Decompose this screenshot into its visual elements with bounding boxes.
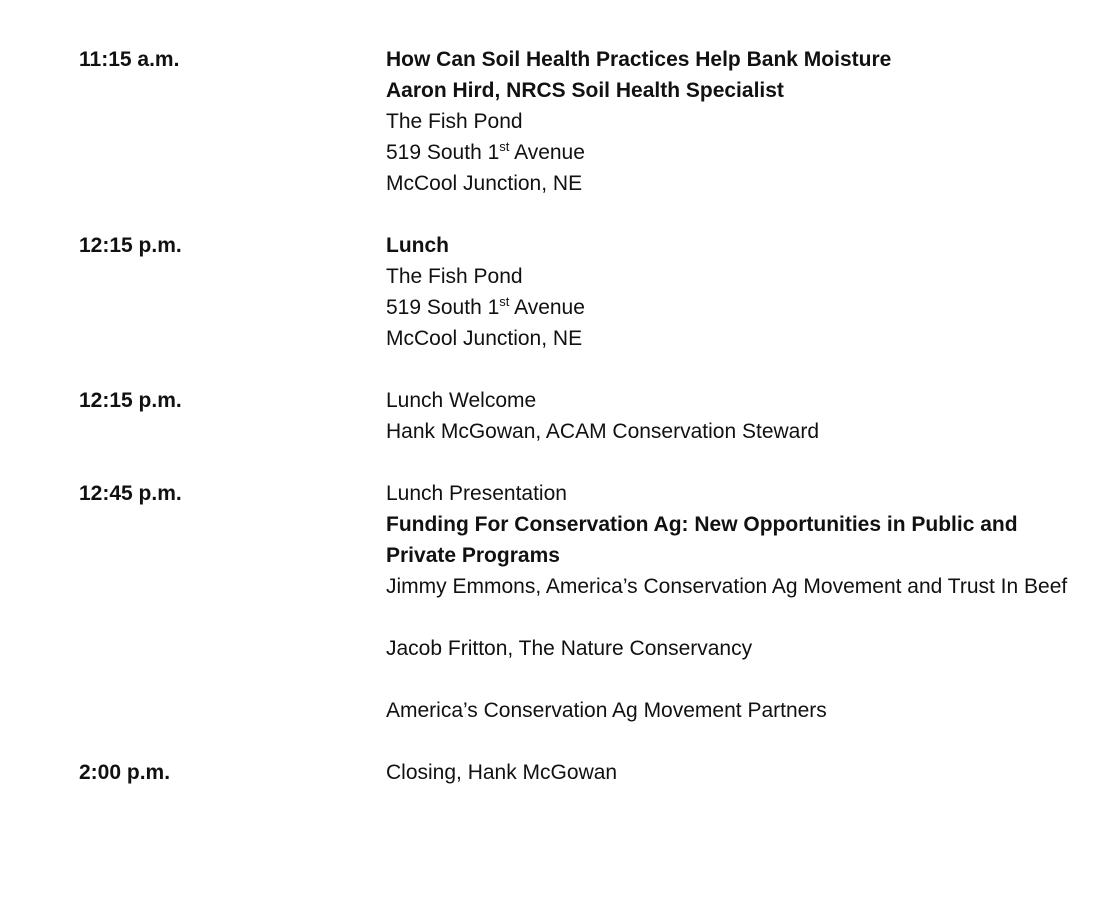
- speaker: Jimmy Emmons, America’s Conservation Ag Movement and Trust In Beef: [386, 575, 1068, 598]
- session-title: Lunch: [386, 234, 449, 257]
- street-address: [386, 292, 1076, 323]
- venue: The Fish Pond: [386, 265, 523, 288]
- session-title: Closing, Hank McGowan: [386, 761, 618, 784]
- entry-time: 12:45 p.m.: [79, 482, 182, 505]
- entry-details: [386, 757, 1076, 788]
- venue: The Fish Pond: [386, 110, 523, 133]
- entry-details: [386, 478, 1076, 726]
- city-state: McCool Junction, NE: [386, 172, 583, 195]
- entry-time: 12:15 p.m.: [79, 389, 182, 412]
- speaker: Aaron Hird, NRCS Soil Health Specialist: [386, 79, 784, 102]
- speaker: Jacob Fritton, The Nature Conservancy: [386, 637, 753, 660]
- entry-details: [386, 385, 1076, 447]
- session-title: Funding For Conservation Ag: New Opportunities in Public and Private Programs: [386, 513, 1018, 567]
- session-label: Lunch Presentation: [386, 482, 567, 505]
- agenda-entry: [0, 385, 1103, 447]
- agenda: [0, 44, 1103, 819]
- entry-details: [386, 44, 1076, 199]
- speaker: America’s Conservation Ag Movement Partners: [386, 699, 827, 722]
- address-number: 519 South 1: [386, 296, 500, 319]
- agenda-entry: [0, 478, 1103, 726]
- entry-time: 2:00 p.m.: [79, 761, 171, 784]
- address-street: Avenue: [509, 141, 585, 164]
- agenda-entry: [0, 757, 1103, 788]
- address-number: 519 South 1: [386, 141, 500, 164]
- ordinal-suffix: st: [499, 139, 510, 154]
- agenda-entry: [0, 44, 1103, 199]
- speaker: Hank McGowan, ACAM Conservation Steward: [386, 420, 820, 443]
- session-title: Lunch Welcome: [386, 389, 537, 412]
- entry-time: 12:15 p.m.: [79, 234, 182, 257]
- session-title: How Can Soil Health Practices Help Bank Moisture: [386, 48, 892, 71]
- street-address: [386, 137, 1076, 168]
- city-state: McCool Junction, NE: [386, 327, 583, 350]
- entry-time: 11:15 a.m.: [79, 48, 180, 71]
- entry-details: [386, 230, 1076, 354]
- address-street: Avenue: [509, 296, 585, 319]
- ordinal-suffix: st: [499, 294, 510, 309]
- agenda-entry: [0, 230, 1103, 354]
